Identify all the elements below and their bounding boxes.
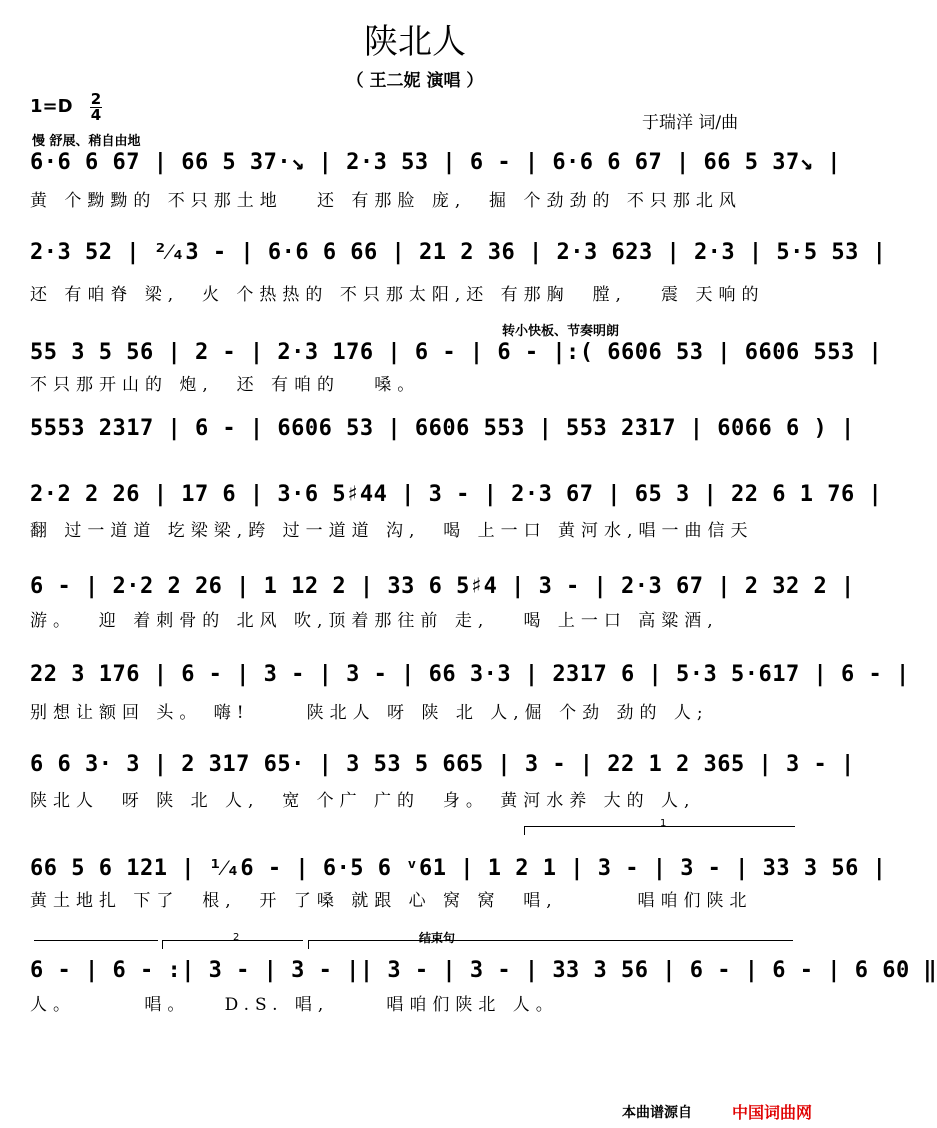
key-signature: 1=D [30,96,73,117]
notation-line: 66 5 6 121 | ¹⁄₄6 - | 6·5 6 ᵛ61 | 1 2 1 | 3 - | 3 - | 33 3 56 | [30,856,887,881]
lyric-line: 翻 过一道道 圪梁梁,跨 过一道道 沟, 喝 上一口 黄河水,唱一曲信天 [30,521,754,541]
lyric-line: 还 有咱脊 梁, 火 个热热的 不只那太阳,还 有那胸 膛, 震 天响的 [30,285,765,305]
lyric-line: 人。 唱。 D.S. 唱, 唱咱们陕北 人。 [30,995,559,1015]
lyric-line: 不只那开山的 炮, 还 有咱的 嗓。 [30,375,421,395]
song-title: 陕北人 [364,22,466,62]
ending-label-2: 2 [233,932,240,943]
ending-bracket-1 [524,818,795,835]
ending-label-1: 1 [660,818,667,829]
coda-bracket [308,931,793,949]
ending-bracket-left [34,940,158,949]
source-credit: 本曲谱源自 [622,1105,692,1121]
author-credit: 于瑞洋 词/曲 [642,113,739,133]
time-signature-top: 2 [90,90,102,108]
notation-line: 6 - | 2·2 2 26 | 1 12 2 | 33 6 5♯4 | 3 - | 2·3 67 | 2 32 2 | [30,574,855,599]
notation-line: 2·3 52 | ²⁄₄3 - | 6·6 6 66 | 21 2 36 | 2·3 623 | 2·3 | 5·5 53 | [30,240,887,265]
tempo-marking: 慢 舒展、稍自由地 [32,134,141,149]
coda-label: 结束句 [419,931,456,945]
lyric-line: 黄土地扎 下了 根, 开 了嗓 就跟 心 窝 窝 唱, 唱咱们陕北 [30,891,753,911]
time-signature [90,92,102,123]
time-signature-bottom: 4 [90,106,102,124]
lyric-line: 游。 迎 着刺骨的 北风 吹,顶着那往前 走, 喝 上一口 高粱酒, [30,611,719,631]
lyric-line: 黄 个黝黝的 不只那土地 还 有那脸 庞, 掘 个劲劲的 不只那北风 [30,191,742,211]
notation-line: 5553 2317 | 6 - | 6606 53 | 6606 553 | 553 2317 | 6066 6 ) | [30,416,855,441]
notation-line: 55 3 5 56 | 2 - | 2·3 176 | 6 - | 6 - |:( 6606 53 | 6606 553 | [30,340,883,365]
notation-line: 6 - | 6 - :| 3 - | 3 - || 3 - | 3 - | 33 3 56 | 6 - | 6 - | 6 60 ‖ [30,958,937,983]
site-logo[interactable]: 中国词曲网 [732,1103,813,1122]
lyric-line: 陕北人 呀 陕 北 人, 宽 个广 广的 身。 黄河水养 大的 人, [30,791,696,811]
notation-line: 6·6 6 67 | 66 5 37·↘ | 2·3 53 | 6 - | 6·6 6 67 | 66 5 37↘ | [30,150,841,175]
ending-bracket-2 [162,932,303,949]
tempo-change-marking: 转小快板、节奏明朗 [502,324,620,339]
lyric-line: 别想让额回 头。 嗨! 陕北人 呀 陕 北 人,倔 个劲 劲的 人; [30,703,709,723]
performer-subtitle: （ 王二妮 演唱 ） [346,71,484,91]
notation-line: 6 6 3· 3 | 2 317 65· | 3 53 5 665 | 3 - | 22 1 2 365 | 3 - | [30,752,855,777]
notation-line: 2·2 2 26 | 17 6 | 3·6 5♯44 | 3 - | 2·3 67 | 65 3 | 22 6 1 76 | [30,482,883,507]
notation-line: 22 3 176 | 6 - | 3 - | 3 - | 66 3·3 | 2317 6 | 5·3 5·617 | 6 - | [30,662,910,687]
